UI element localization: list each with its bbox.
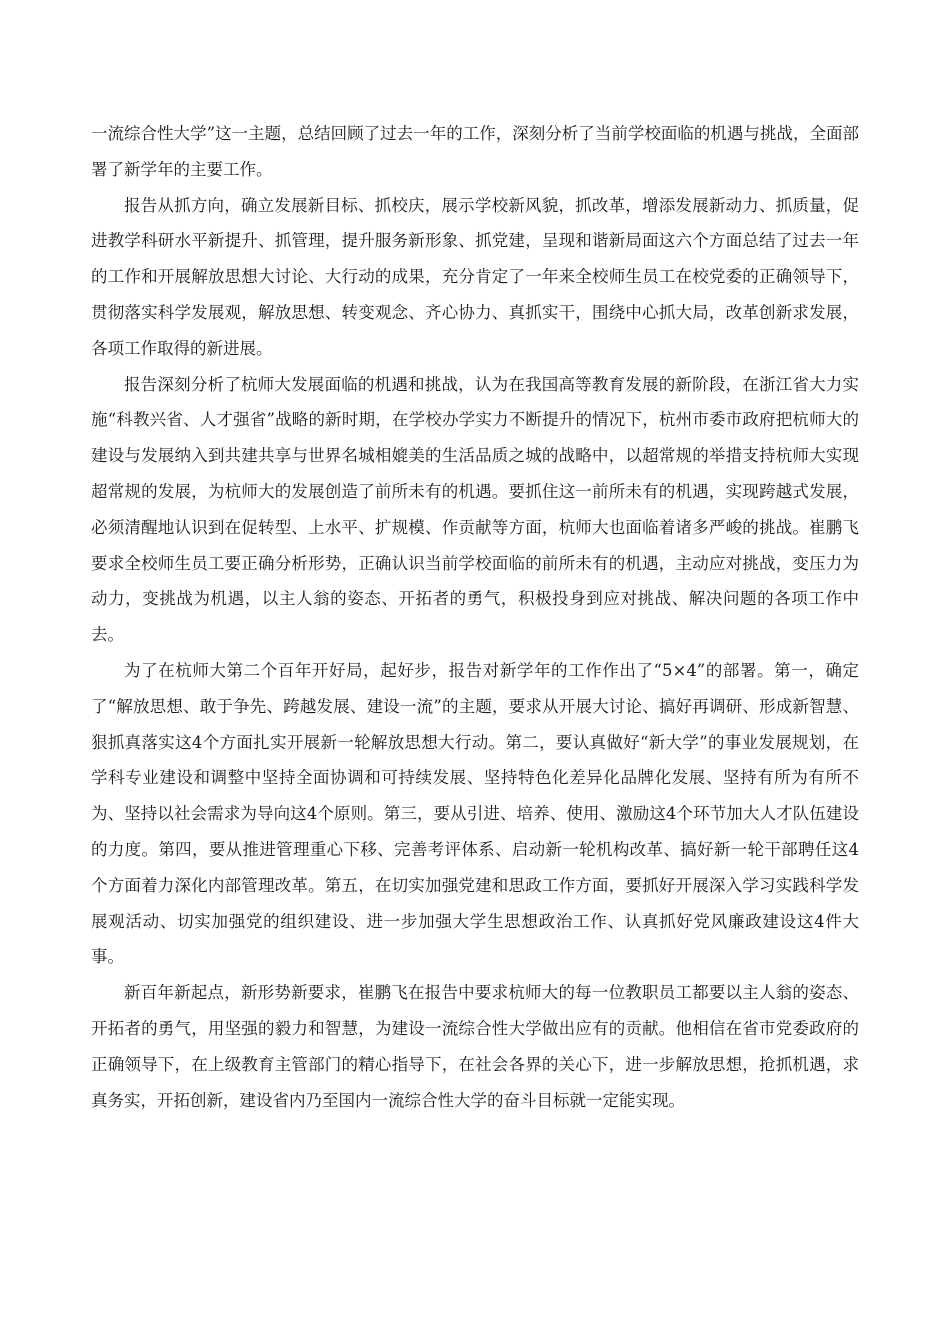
document-body — [91, 116, 859, 1118]
paragraph-4: 为了在杭师大第二个百年开好局，起好步，报告对新学年的工作作出了“5×4”的部署。第一，确定了“解放思想、敢于争先、跨越发展、建设一流”的主题，要求从开展大讨论、搞好再调研、形成新智慧、狠抓真落实这4个方面扎实开展新一轮解放思想大行动。第二，要认真做好“新大学”的事业发展规划，在学科专业建设和调整中坚持全面协调和可持续发展、坚持特色化差异化品牌化发展、坚持有所为有所不为、坚持以社会需求为导向这4个原则。第三，要从引进、培养、使用、激励这4个环节加大人才队伍建设的力度。第四，要从推进管理重心下移、完善考评体系、启动新一轮机构改革、搞好新一轮干部聘任这4个方面着力深化内部管理改革。第五，在切实加强党建和思政工作方面，要抓好开展深入学习实践科学发展观活动、切实加强党的组织建设、进一步加强大学生思想政治工作、认真抓好党风廉政建设这4件大事。 — [91, 660, 859, 967]
paragraph-2: 报告从抓方向，确立发展新目标、抓校庆，展示学校新风貌，抓改革，增添发展新动力、抓质量，促进教学科研水平新提升、抓管理，提升服务新形象、抓党建，呈现和谐新局面这六个方面总结了过去一年的工作和开展解放思想大讨论、大行动的成果，充分肯定了一年来全校师生员工在校党委的正确领导下，贯彻落实科学发展观，解放思想、转变观念、齐心协力、真抓实干，围绕中心抓大局，改革创新求发展，各项工作取得的新进展。 — [91, 195, 859, 358]
paragraph-1: 一流综合性大学”这一主题，总结回顾了过去一年的工作，深刻分析了当前学校面临的机遇与挑战，全面部署了新学年的主要工作。 — [91, 124, 859, 179]
paragraph-5: 新百年新起点，新形势新要求，崔鹏飞在报告中要求杭师大的每一位教职员工都要以主人翁的姿态、开拓者的勇气，用坚强的毅力和智慧，为建设一流综合性大学做出应有的贡献。他相信在省市党委政府的正确领导下，在上级教育主管部门的精心指导下，在社会各界的关心下，进一步解放思想，抢抓机遇，求真务实，开拓创新，建设省内乃至国内一流综合性大学的奋斗目标就一定能实现。 — [91, 983, 859, 1110]
paragraph-3: 报告深刻分析了杭师大发展面临的机遇和挑战，认为在我国高等教育发展的新阶段，在浙江省大力实施“科教兴省、人才强省”战略的新时期，在学校办学实力不断提升的情况下，杭州市委市政府把杭师大的建设与发展纳入到共建共享与世界名城相媲美的生活品质之城的战略中，以超常规的举措支持杭师大实现超常规的发展，为杭师大的发展创造了前所未有的机遇。要抓住这一前所未有的机遇，实现跨越式发展，必须清醒地认识到在促转型、上水平、扩规模、作贡献等方面，杭师大也面临着诸多严峻的挑战。崔鹏飞要求全校师生员工要正确分析形势，正确认识当前学校面临的前所未有的机遇，主动应对挑战，变压力为动力，变挑战为机遇，以主人翁的姿态、开拓者的勇气，积极投身到应对挑战、解决问题的各项工作中去。 — [91, 374, 859, 645]
